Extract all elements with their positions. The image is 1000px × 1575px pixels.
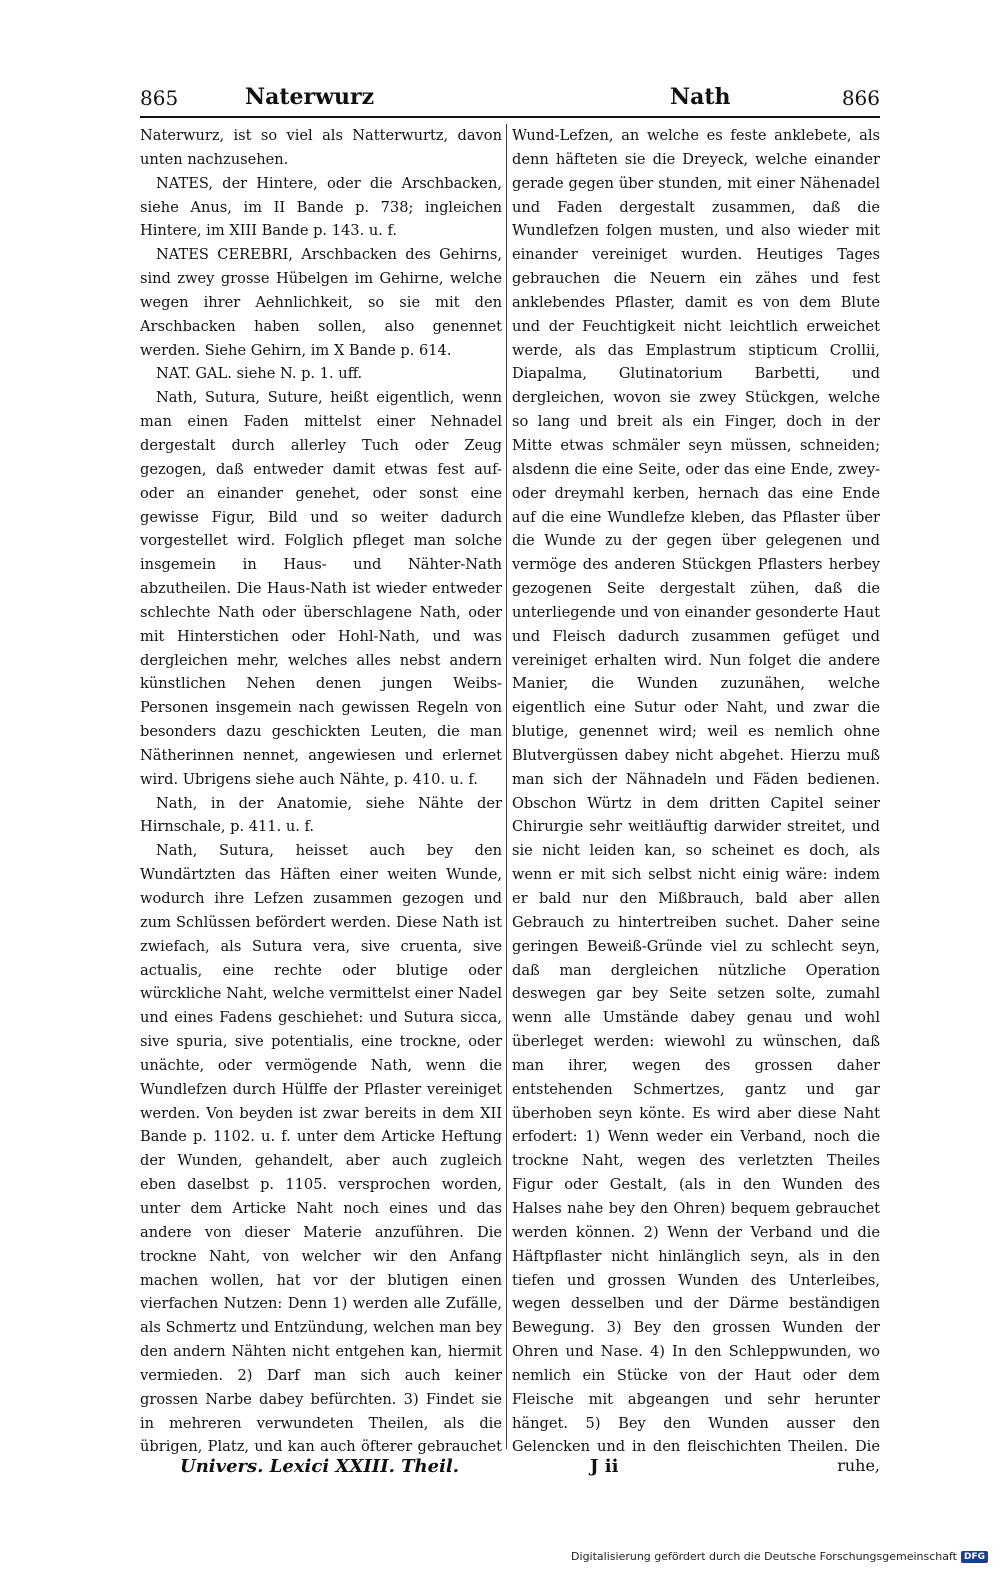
header-rule — [140, 116, 880, 118]
digitization-credit — [571, 1550, 988, 1563]
entry-nath-sutura: Nath, Sutura, Suture, heißt eigentlich, wenn man einen Faden mittelst einer Nehnadel dergestalt durch allerley Tuch oder Zeug gezogen, daß entweder damit etwas fest auf- oder an einander genehet, oder sonst eine gewisse Figur, Bild und so weiter dadurch vorgestellet wird. Folglich pfleget man solche insgemein in Haus- und Nähter-Nath abzutheilen. Die Haus-Nath ist wieder entweder schlechte Nath oder überschlagene Nath, oder mit Hinterstichen oder Hohl-Nath, und was dergleichen mehr, welches alles nebst andern künstlichen Nehen denen jungen Weibs-Personen insgemein nach gewissen Regeln von besonders dazu geschickten Leuten, die man Nätherinnen nennet, angewiesen und erlernet wird. Ubrigens siehe auch Nähte, p. 410. u. f. — [140, 389, 502, 788]
entry-nat-gal: NAT. GAL. siehe N. p. 1. uff. — [156, 365, 363, 383]
right-column — [512, 124, 880, 1454]
entry-nates-cerebri: NATES CEREBRI, Arschbacken des Gehirns, sind zwey grosse Hübelgen im Gehirne, welche wegen ihrer Aehnlichkeit, so sie mit den Arschbacken haben sollen, also genennet werden. Siehe Gehirn, im X Bande p. 614. — [140, 246, 502, 359]
left-column — [140, 124, 502, 1454]
credit-text: Digitalisierung gefördert durch die Deutsche Forschungsgemeinschaft — [571, 1550, 957, 1563]
running-header — [140, 82, 880, 118]
entry-nates: NATES, der Hintere, oder die Arschbacken, siehe Anus, im II Bande p. 738; ingleichen Hintere, im XIII Bande p. 143. u. f. — [140, 174, 502, 240]
entry-nath-continued: Wund-Lefzen, an welche es feste anklebete, als denn häfteten sie die Dreyeck, welche einander gerade gegen über stunden, mit einer Nähenadel und Faden dergestalt zusammen, daß die Wundlefzen folgen musten, und also wieder mit einander vereiniget wurden. Heutiges Tages gebrauchen die Neuern ein zähes und fest anklebendes Pflaster, damit es von dem Blute und der Feuchtigkeit nicht leichtlich erweichet werde, als das Emplastrum stipticum Crollii, Diapalma, Glutinatorium Barbetti, und dergleichen, wovon sie zwey Stückgen, welche so lang und breit als ein Finger, doch in der Mitte etwas schmäler seyn müssen, schneiden; alsdenn die eine Seite, oder das eine Ende, zwey- oder dreymahl kerben, hernach das eine Ende auf die eine Wundlefze kleben, das Pflaster über die Wunde zu der gegen über gelegenen und vermöge des anderen Stückgen Pflasters herbey gezogenen Seite dergestalt zühen, daß die unterliegende und von einander gesonderte Haut und Fleisch dadurch zusammen gefüget und vereiniget erhalten wird. Nun folget die andere Manier, die Wunden zuzunähen, welche eigentlich eine Sutur oder Naht, und zwar die blutige, genennet wird; weil es nemlich ohne Blutvergüssen dabey nicht abgehet. Hierzu muß man sich der Nähnadeln und Fäden bedienen. Obschon Würtz in dem dritten Capitel seiner Chirurgie sehr weitläuftig darwider streitet, und sie nicht leiden kan, so scheinet es doch, als wenn er mit sich selbst nicht einig wäre: indem er bald nur den Mißbrauch, bald aber allen Gebrauch zu hintertreiben suchet. Daher seine geringen Beweiß-Gründe viel zu schlecht seyn, daß man dergleichen nützliche Operation deswegen gar bey Seite setzen solte, zumahl wenn alle Umstände dabey genau und wohl überleget werden: wiewohl zu wünschen, daß man ihrer, wegen des grossen daher entstehenden Schmertzes, gantz und gar überhoben seyn könte. Es wird aber diese Naht erfodert: 1) Wenn weder ein Verband, noch die trockne Naht, wegen des verletzten Theiles Figur oder Gestalt, (als in den Wunden des Halses nahe bey den Ohren) bequem gebrauchet werden können. 2) Wenn der Verband und die Häftpflaster nicht hinlänglich seyn, als in den tiefen und grossen Wunden des Unterleibes, wegen desselben und der Därme beständigen Bewegung. 3) Bey den grossen Wunden der Ohren und Nase. 4) In den Schleppwunden, wo nemlich ein Stücke von der Haut oder dem Fleische mit abgeangen und sehr herunter hänget. 5) Bey den Wunden ausser den Gelencken und in den fleischichten Theilen. Die — [512, 127, 880, 1454]
footer-signature: Univers. Lexici XXIII. Theil. — [180, 1456, 460, 1477]
entry-nath-wundaerzte: Nath, Sutura, heisset auch bey den Wundärtzten das Häften einer weiten Wunde, wodurch ihre Lefzen zusammen gezogen und zum Schlüssen befördert werden. Diese Nath ist zwiefach, als Sutura vera, sive cruenta, sive actualis, eine rechte oder blutige oder würckliche Naht, welche vermittelst einer Nadel und eines Fadens geschiehet: und Sutura sicca, sive spuria, sive potentialis, eine trockne, oder unächte, oder vermögende Nath, wenn die Wundlefzen durch Hülffe der Pflaster vereiniget werden. Von beyden ist zwar bereits in dem XII Bande p. 1102. u. f. unter dem Articke Heftung der Wunden, gehandelt, aber auch zugleich eben daselbst p. 1105. versprochen worden, unter dem Articke Naht noch eines und das andere von dieser Materie anzuführen. Die trockne Naht, von welcher wir den Anfang machen wollen, hat vor der blutigen einen vierfachen Nutzen: Denn 1) werden alle Zufälle, als Schmertz und Entzündung, welchen man bey den andern Nähten nicht entgehen kan, hiermit vermieden. 2) Darf man sich auch keiner grossen Narbe dabey befürchten. 3) Findet sie in mehreren verwundeten Theilen, als die übrigen, Platz, und kan auch öfterer gebrauchet — [140, 842, 502, 1454]
footer-catchword: ruhe, — [837, 1456, 880, 1475]
page-footer — [140, 1456, 880, 1488]
dfg-logo-icon: DFG — [961, 1551, 988, 1563]
footer-sheet-mark: J ii — [590, 1456, 619, 1477]
page-number-left: 865 — [140, 86, 179, 110]
entry-naterwurz: Naterwurz, ist so viel als Natterwurtz, davon unten nachzusehen. — [140, 127, 502, 168]
running-head-left: Naterwurz — [245, 84, 375, 110]
column-divider — [506, 124, 507, 1449]
entry-nath-anatomie: Nath, in der Anatomie, siehe Nähte der Hirnschale, p. 411. u. f. — [140, 794, 502, 836]
page-number-right: 866 — [841, 86, 880, 110]
running-head-right: Nath — [670, 84, 731, 110]
